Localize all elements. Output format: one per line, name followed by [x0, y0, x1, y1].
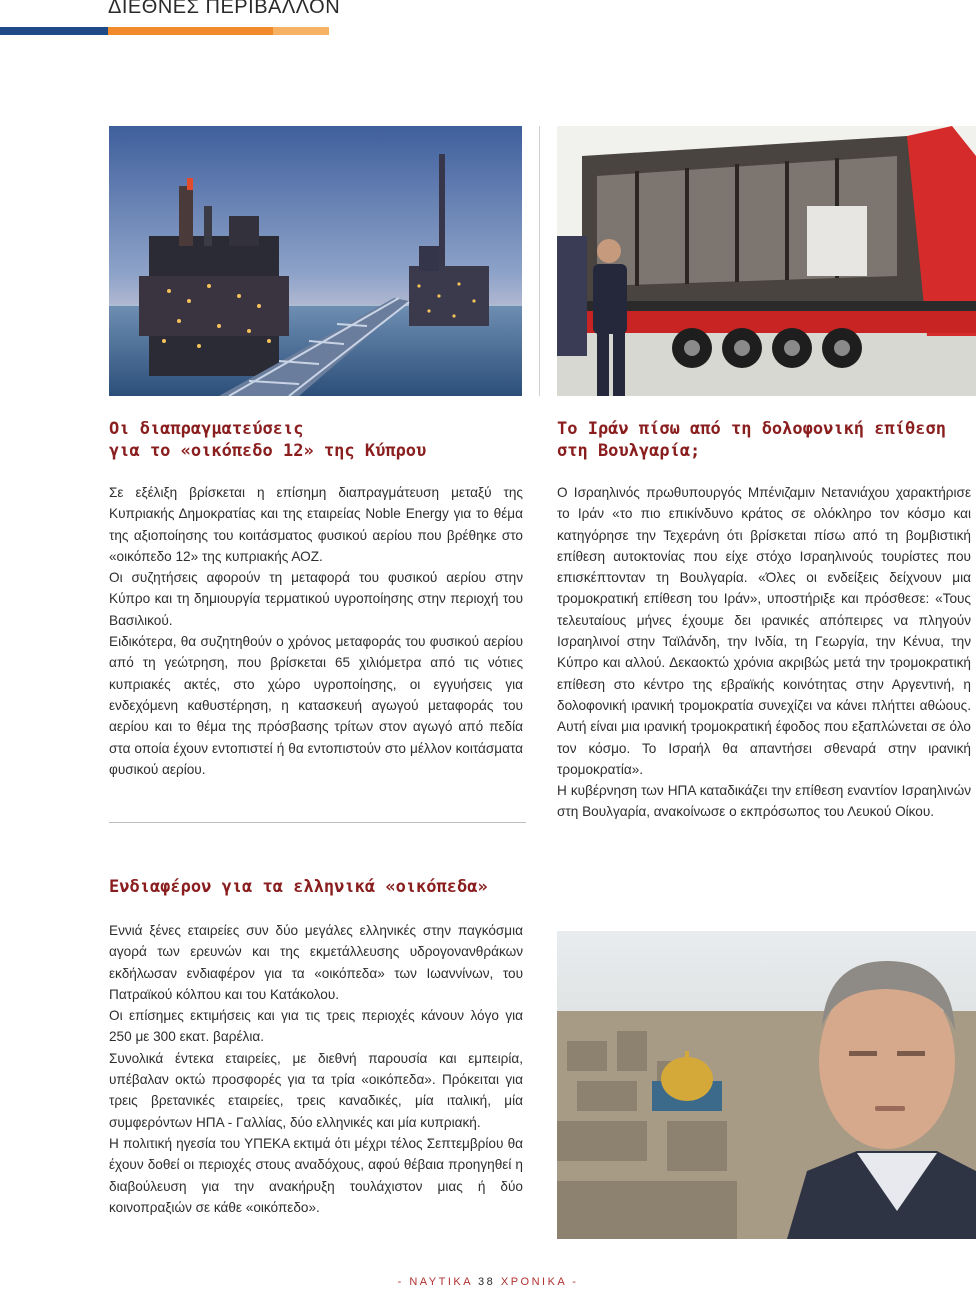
paragraph: Οι επίσημες εκτιμήσεις και για τις τρεις περιοχές κάνουν λόγο για 250 με 300 εκατ. βαρέλια. — [109, 1008, 523, 1045]
paragraph: Οι συζητήσεις αφορούν τη μεταφορά του φυσικού αερίου στην Κύπρο και τη δημιουργία τερματικού υγροποίησης στην περιοχή του Βασιλικού. — [109, 570, 523, 628]
footer-prefix: - ΝΑΥΤΙΚΑ — [397, 1276, 479, 1288]
photo-divider — [539, 126, 540, 396]
header-bar-orange — [108, 27, 273, 35]
iran-article-title — [557, 418, 976, 462]
cyprus-article-title — [109, 418, 529, 462]
cyprus-article-body — [109, 482, 523, 780]
paragraph: Ο Ισραηλινός πρωθυπουργός Μπένιζαμιν Νετανιάχου χαρακτήρισε το Ιράν «το πιο επικίνδυνο κράτος σε ολόκληρο τον κόσμο και κατηγόρησε την Τεχεράνη ότι βρίσκεται πίσω από τη βομβιστική επίθεση αυτοκτονίας που είχε στόχο Ισραηλινούς τουρίστες που επισκέπτονταν τη Βουλγαρία. «Όλες οι ενδείξεις δείχνουν μια τρομοκρατική επίθεση του Ιράν», υποστήριξε και πρόσθεσε: «Τους τελευταίους μήνες έχουμε δει ιρανικές απόπειρες να πληγούν Ισραηλινοί στην Ταϊλάνδη, την Ινδία, τη Γεωργία, την Κένυα, την Κύπρο και αλλού. Δεκαοκτώ χρόνια ακριβώς μετά την τρομοκρατική επίθεση στο κέντρο της εβραϊκής κοινότητας στην Αργεντινή, η δολοφονική ιρανική τρομοκρατία συνεχίζει να κάνει πλήττει αθώους. Αυτή είναι μια ιρανική τρομοκρατική έφοδος που εξαπλώνεται σε όλο τον κόσμο. Το Ισραήλ θα απαντήσει σθεναρά στην ιρανική τρομοκρατία». — [557, 485, 971, 777]
burned-bus-photo — [557, 126, 976, 396]
iran-article-body — [557, 482, 971, 823]
footer-suffix: ΧΡΟΝΙΚΑ - — [495, 1276, 579, 1288]
iran-title-line1: Το Ιράν πίσω από τη δολοφονική επίθεση — [557, 419, 946, 439]
greek-article-body — [109, 920, 523, 1218]
greek-article-title — [109, 876, 529, 898]
paragraph: Η κυβέρνηση των ΗΠΑ καταδικάζει την επίθεση εναντίον Ισραηλινών στη Βουλγαρία, ανακοίνωσε ο εκπρόσωπος του Λευκού Οίκου. — [557, 783, 971, 820]
section-label: ΔΙΕΘΝΕΣ ΠΕΡΙΒΑΛΛΟΝ — [108, 0, 341, 18]
paragraph: Εννιά ξένες εταιρείες συν δύο μεγάλες ελληνικές στην παγκόσμια αγορά των ερευνών και της εκμετάλλευσης υδρογονανθράκων εκδήλωσαν ενδιαφέρον για τα «οικόπεδα» των Ιωαννίνων, του Πατραϊκού κόλπου και του Κατάκολου. — [109, 923, 523, 1002]
header-bar-light-orange — [273, 27, 329, 35]
cyprus-title-line2: για το «οικόπεδο 12» της Κύπρου — [109, 441, 427, 461]
cyprus-title-line1: Οι διαπραγματεύσεις — [109, 419, 304, 439]
offshore-platform-photo — [109, 126, 522, 396]
page-number: 38 — [478, 1276, 496, 1288]
page-footer — [0, 1276, 976, 1288]
paragraph: Ειδικότερα, θα συζητηθούν ο χρόνος μεταφοράς του φυσικού αερίου από τη γεώτρηση, που βρίσκεται 65 χιλιόμετρα από τις νότιες κυπριακές ακτές, στο χώρο υγροποίησης, οι εγγυήσεις για ενδεχόμενη καθυστέρηση, η κατασκευή αγωγού μεταφοράς του αερίου και το θέμα της πρόσβασης τρίτων στον αγωγό από πεδία στα οποία έχουν εντοπιστεί ή θα εντοπιστούν στο μέλλον κοιτάσματα φυσικού αερίου. — [109, 634, 523, 777]
paragraph: Συνολικά έντεκα εταιρείες, με διεθνή παρουσία και εμπειρία, υπέβαλαν οκτώ προσφορές για τα τρία «οικόπεδα». Πρόκειται για τρεις βρετανικές εταιρείες, τρεις καναδικές, μία ιταλική, μία συμφερόντων ΗΠΑ - Γαλλίας, δύο ελληνικές και μία κυπριακή. — [109, 1050, 523, 1130]
iran-title-line2: στη Βουλγαρία; — [557, 441, 701, 461]
prime-minister-photo — [557, 931, 976, 1239]
paragraph: Η πολιτική ηγεσία του ΥΠΕΚΑ εκτιμά ότι μέχρι τέλος Σεπτεμβρίου θα έχουν δοθεί οι περιοχές στους αναδόχους, αφού θέβαια προηγηθεί η διαβούλευση για την ανακήρυξη τουλάχιστον μιας ή δύο κοινοπραξιών σε κάθε «οικόπεδο». — [109, 1135, 523, 1215]
paragraph: Σε εξέλιξη βρίσκεται η επίσημη διαπραγμάτευση μεταξύ της Κυπριακής Δημοκρατίας και της εταιρείας Noble Energy για το θέμα της αξιοποίησης του κοιτάσματος φυσικού αερίου που βρέθηκε στο «οικόπεδο 12» της κυπριακής ΑΟΖ. — [109, 485, 523, 564]
section-divider — [109, 822, 526, 823]
greek-title: Ενδιαφέρον για τα ελληνικά «οικόπεδα» — [109, 877, 488, 897]
header-bar-blue — [0, 27, 108, 35]
